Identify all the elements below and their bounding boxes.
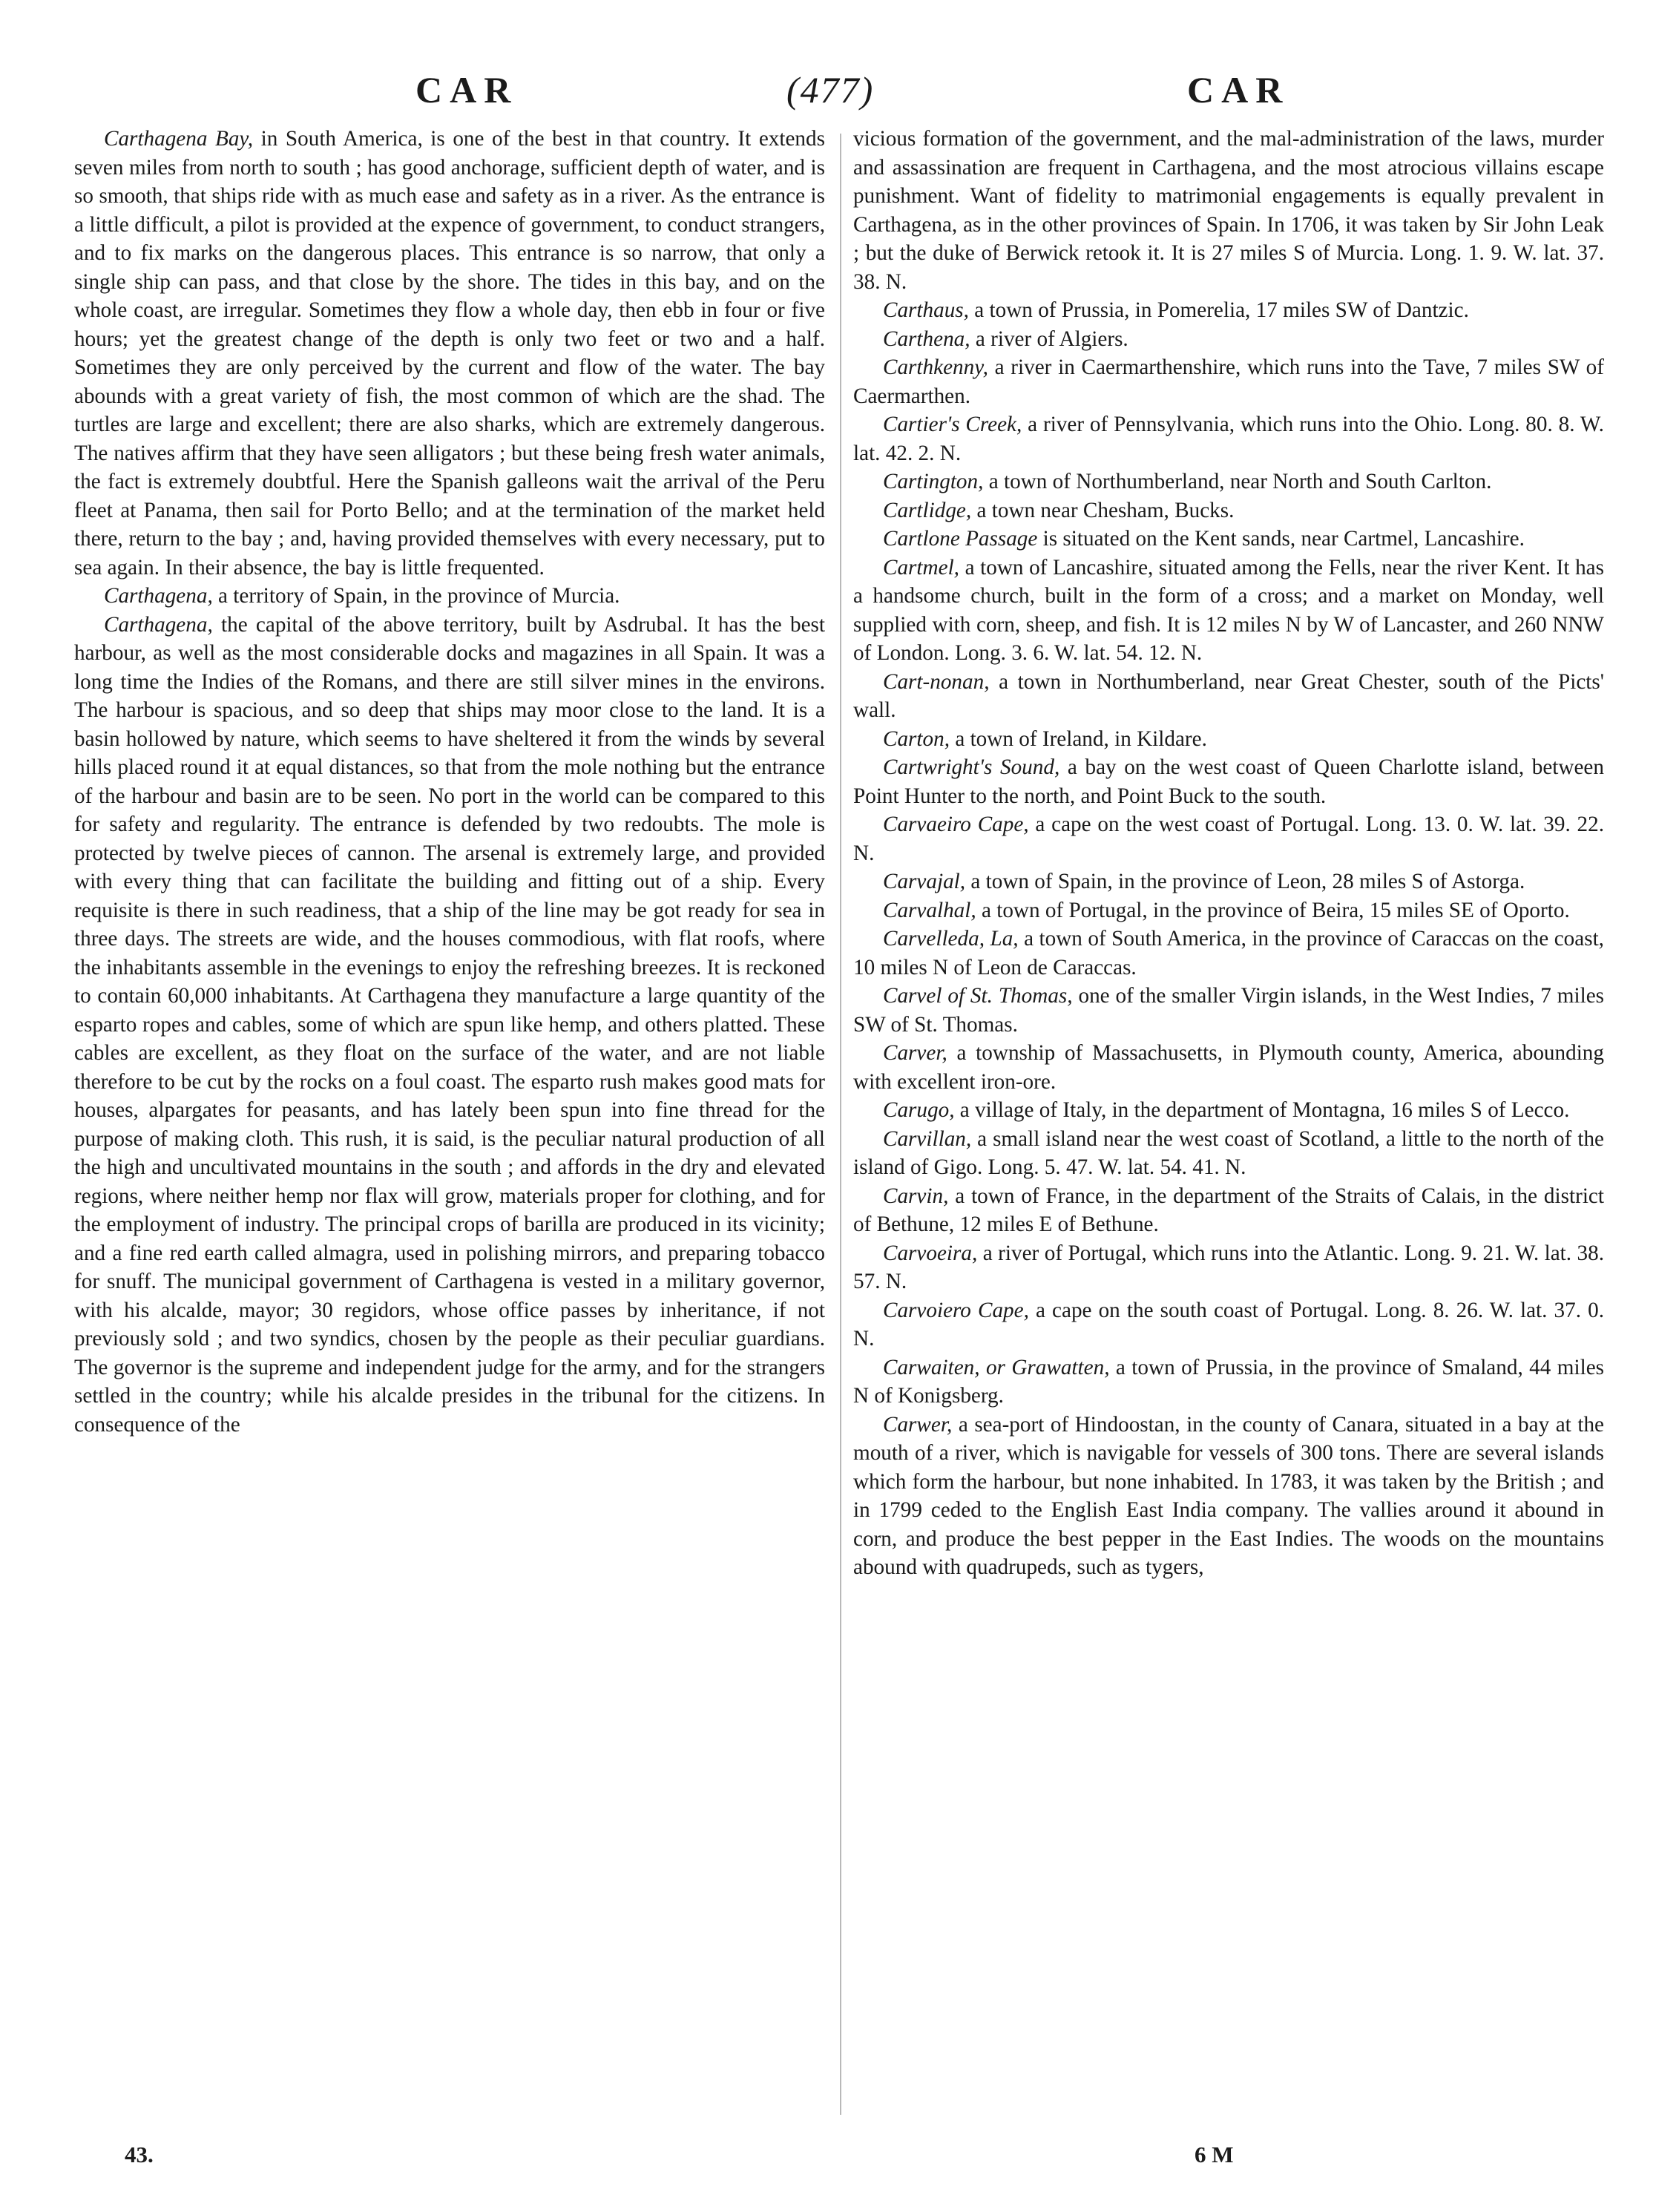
entry-headword: Cartwright's Sound,	[883, 755, 1060, 779]
gazetteer-entry	[853, 1125, 1604, 1182]
entry-headword: Carvillan,	[883, 1126, 972, 1151]
column-divider	[840, 134, 841, 2115]
gazetteer-entry	[853, 353, 1604, 410]
gazetteer-entry	[853, 325, 1604, 354]
gazetteer-entry	[74, 582, 825, 611]
gazetteer-entry	[853, 896, 1604, 925]
gazetteer-entry	[853, 1296, 1604, 1353]
gazetteer-entry	[853, 925, 1604, 982]
entry-text: a river of Algiers.	[970, 326, 1128, 351]
entry-text: a river in Caermarthenshire, which runs into the Tave, 7 miles SW of Caermarthen.	[853, 355, 1604, 408]
header-right-guide-word: CAR	[1187, 69, 1290, 111]
gazetteer-entry	[74, 611, 825, 1440]
gazetteer-entry	[853, 525, 1604, 554]
entry-text: a town of Spain, in the province of Leon, 28 miles S of Astorga.	[965, 870, 1525, 893]
entry-text: a small island near the west coast of Scotland, a little to the north of the island of Gigo. Long. 5. 47. W. lat. 54. 41. N.	[853, 1126, 1604, 1179]
gazetteer-entry	[853, 867, 1604, 896]
entry-text: a town of France, in the department of the Straits of Calais, in the district of Bethune, 12 miles E of Bethune.	[853, 1184, 1604, 1236]
entry-headword: Cartlone Passage	[883, 527, 1038, 551]
entry-text: a cape on the south coast of Portugal. Long. 8. 26. W. lat. 37. 0. N.	[853, 1298, 1604, 1350]
entry-text: a town of South America, in the province of Caraccas on the coast, 10 miles N of Leon de Caraccas.	[853, 927, 1604, 979]
entry-text: a town of Prussia, in the province of Smaland, 44 miles N of Konigsberg.	[853, 1355, 1605, 1408]
entry-headword: Carthagena,	[104, 584, 213, 608]
entry-text: a town of Lancashire, situated among the Fells, near the river Kent. It has a handsome church, built in the form of a cross; and a market on Monday, well supplied with corn, sheep, and fish. It is 12 miles N by W of Lancaster, and 260 NNW of London. Long. 3. 6. W. lat. 54. 12. N.	[853, 555, 1604, 665]
entry-headword: Carwaiten, or Grawatten,	[883, 1355, 1110, 1379]
entry-text: is situated on the Kent sands, near Cartmel, Lancashire.	[1037, 527, 1525, 551]
gazetteer-entry	[853, 410, 1604, 467]
left-column	[74, 125, 825, 1439]
signature-mark-left: 43.	[125, 2142, 154, 2167]
entry-headword: Carver,	[883, 1041, 947, 1065]
gazetteer-entry	[853, 1096, 1604, 1125]
entry-text: a sea-port of Hindoostan, in the county of Canara, situated in a bay at the mouth of a river, which is navigable for vessels of 300 tons. There are several islands which form the harbour, but none inhabited. In 1783, it was taken by the British ; and in 1799 ceded to the English East India company. The vallies around it abound in corn, and produce the best pepper in the East Indies. The woods on the mountains abound with quadrupeds, such as tygers,	[853, 1412, 1604, 1579]
entry-headword: Carvoiero Cape,	[883, 1298, 1029, 1322]
entry-headword: Cartlidge,	[883, 498, 972, 522]
gazetteer-entry	[853, 1411, 1604, 1582]
entry-text: a township of Massachusetts, in Plymouth county, America, abounding with excellent iron-ore.	[853, 1041, 1604, 1094]
gazetteer-entry	[853, 296, 1604, 325]
entry-text: the capital of the above territory, built by Asdrubal. It has the best harbour, as well as the most considerable docks and magazines in all Spain. It was a long time the Indies of the Romans, and there are still silver mines in the environs. The harbour is spacious, and so deep that ships may moor close to the land. It is a basin hollowed by nature, which seems to have sheltered it from the winds by several hills placed round it at equal distances, so that from the mole nothing but the entrance of the harbour and basin are to be seen. No port in the world can be compared to this for safety and regularity. The entrance is defended by two redoubts. The mole is protected by twelve pieces of cannon. The arsenal is extremely large, and provided with every thing that can facilitate the building and fitting out of a ship. Every requisite is there in such readiness, that a ship of the line may be got ready for sea in three days. The streets are wide, and the houses commodious, with flat roofs, where the inhabitants assemble in the evenings to enjoy the refreshing breezes. It is reckoned to contain 60,000 inhabitants. At Carthagena they manufacture a large quantity of the esparto ropes and cables, some of which are spun like hemp, and others platted. These cables are excellent, as they float on the surface of the water, and are not liable therefore to be cut by the rocks on a foul coast. The esparto rush makes good mats for houses, alpargates for peasants, and has lately been spun into fine thread for the purpose of making cloth. This rush, it is said, is the peculiar natural production of all the high and uncultivated mountains in the south ; and affords in the dry and elevated regions, where neither hemp nor flax will grow, materials proper for clothing, and for the employment of industry. The principal crops of barilla are produced in its vicinity; and a fine red earth called almagra, used in polishing mirrors, and preparing tobacco for snuff. The municipal government of Carthagena is vested in a military governor, with his alcalde, mayor; 30 regidors, whose office passes by inheritance, if not previously sold ; and two syndics, chosen by the people as their peculiar guardians. The governor is the supreme and independent judge for the army, and for the strangers settled in the country; while his alcalde presides in the tribunal for the citizens. In consequence of the	[74, 612, 825, 1437]
gazetteer-entry	[853, 1353, 1604, 1411]
entry-text: one of the smaller Virgin islands, in the West Indies, 7 miles SW of St. Thomas.	[853, 984, 1605, 1037]
entry-headword: Cartington,	[883, 470, 984, 493]
right-column	[853, 125, 1604, 1582]
entry-headword: Carvel of St. Thomas,	[883, 984, 1073, 1008]
gazetteer-entry	[853, 496, 1604, 525]
gazetteer-entry	[853, 753, 1604, 810]
entry-headword: Carthkenny,	[883, 355, 988, 379]
page-number: (477)	[786, 69, 875, 111]
entry-text: vicious formation of the government, and the mal-administration of the laws, murder and assassination are frequent in Carthagena, and the most atrocious villains escape punishment. Want of fidelity to matrimonial engagements is equally prevalent in Carthagena, as in the other provinces of Spain. In 1706, it was taken by Sir John Leak ; but the duke of Berwick retook it. It is 27 miles S of Murcia. Long. 1. 9. W. lat. 37. 38. N.	[853, 127, 1604, 294]
entry-text: a cape on the west coast of Portugal. Long. 13. 0. W. lat. 39. 22. N.	[853, 813, 1605, 865]
gazetteer-entry	[853, 810, 1604, 867]
entry-headword: Carvoeira,	[883, 1241, 978, 1265]
entry-text: a town of Portugal, in the province of Beira, 15 miles SE of Oporto.	[976, 898, 1570, 922]
gazetteer-entry	[853, 467, 1604, 496]
entry-headword: Carugo,	[883, 1098, 955, 1122]
gazetteer-entry	[853, 725, 1604, 754]
entry-headword: Carthagena,	[104, 612, 213, 637]
signature-mark-right: 6 M	[1195, 2142, 1234, 2167]
entry-headword: Carvin,	[883, 1184, 949, 1208]
entry-text: a river of Portugal, which runs into the Atlantic. Long. 9. 21. W. lat. 38. 57. N.	[853, 1241, 1604, 1293]
entry-headword: Carvelleda, La,	[883, 927, 1019, 951]
gazetteer-entry	[853, 982, 1604, 1039]
entry-text: a town near Chesham, Bucks.	[971, 498, 1235, 522]
entry-headword: Cart-nonan,	[883, 669, 990, 694]
gazetteer-entry	[853, 554, 1604, 668]
gazetteer-entry	[853, 668, 1604, 725]
entry-text: a town of Northumberland, near North and South Carlton.	[983, 470, 1492, 493]
entry-text: a town of Prussia, in Pomerelia, 17 miles SW of Dantzic.	[968, 298, 1469, 322]
entry-headword: Carthena,	[883, 326, 970, 351]
entry-headword: Cartmel,	[883, 555, 959, 580]
gazetteer-entry	[853, 125, 1604, 296]
entry-headword: Cartier's Creek,	[883, 413, 1022, 436]
entry-text: a river of Pennsylvania, which runs into the Ohio. Long. 80. 8. W. lat. 42. 2. N.	[853, 413, 1604, 465]
gazetteer-entry	[853, 1182, 1604, 1239]
gazetteer-entry	[853, 1039, 1604, 1096]
gazetteer-entry	[74, 125, 825, 582]
entry-text: a town of Ireland, in Kildare.	[950, 726, 1207, 751]
entry-headword: Carwer,	[883, 1412, 953, 1437]
entry-headword: Carvajal,	[883, 870, 966, 893]
entry-text: a village of Italy, in the department of Montagna, 16 miles S of Lecco.	[954, 1098, 1570, 1122]
entry-headword: Carton,	[883, 726, 950, 751]
entry-headword: Carthaus,	[883, 298, 969, 322]
entry-headword: Carvalhal,	[883, 898, 976, 922]
entry-headword: Carthagena Bay,	[104, 127, 254, 151]
entry-text: a town in Northumberland, near Great Chester, south of the Picts' wall.	[853, 669, 1604, 722]
entry-text: in South America, is one of the best in that country. It extends seven miles from north to south ; has good anchorage, sufficient depth of water, and is so smooth, that ships ride with as much ease and safety as in a river. As the entrance is a little difficult, a pilot is provided at the expence of government, to conduct strangers, and to fix marks on the dangerous places. This entrance is so narrow, that only a single ship can pass, and that close by the shore. The tides in this bay, and on the whole coast, are irregular. Sometimes they flow a whole day, then ebb in four or five hours; yet the greatest change of the depth is only two feet or two and a half. Sometimes they are only perceived by the current and flow of the water. The bay abounds with a great variety of fish, the most common of which are the shad. The turtles are large and excellent; there are also sharks, which are extremely dangerous. The natives affirm that they have seen alligators ; but these being fresh water animals, the fact is extremely doubtful. Here the Spanish galleons wait the arrival of the Peru fleet at Panama, then sail for Porto Bello; and at the termination of the market held there, return to the bay ; and, having provided themselves with every necessary, put to sea again. In their absence, the bay is little frequented.	[74, 127, 825, 580]
header-left-guide-word: CAR	[415, 69, 519, 111]
entry-text: a territory of Spain, in the province of Murcia.	[212, 584, 620, 608]
gazetteer-entry	[853, 1239, 1604, 1296]
running-header	[0, 68, 1679, 120]
entry-text: a bay on the west coast of Queen Charlotte island, between Point Hunter to the north, and Point Buck to the south.	[853, 755, 1604, 808]
entry-headword: Carvaeiro Cape,	[883, 813, 1029, 836]
